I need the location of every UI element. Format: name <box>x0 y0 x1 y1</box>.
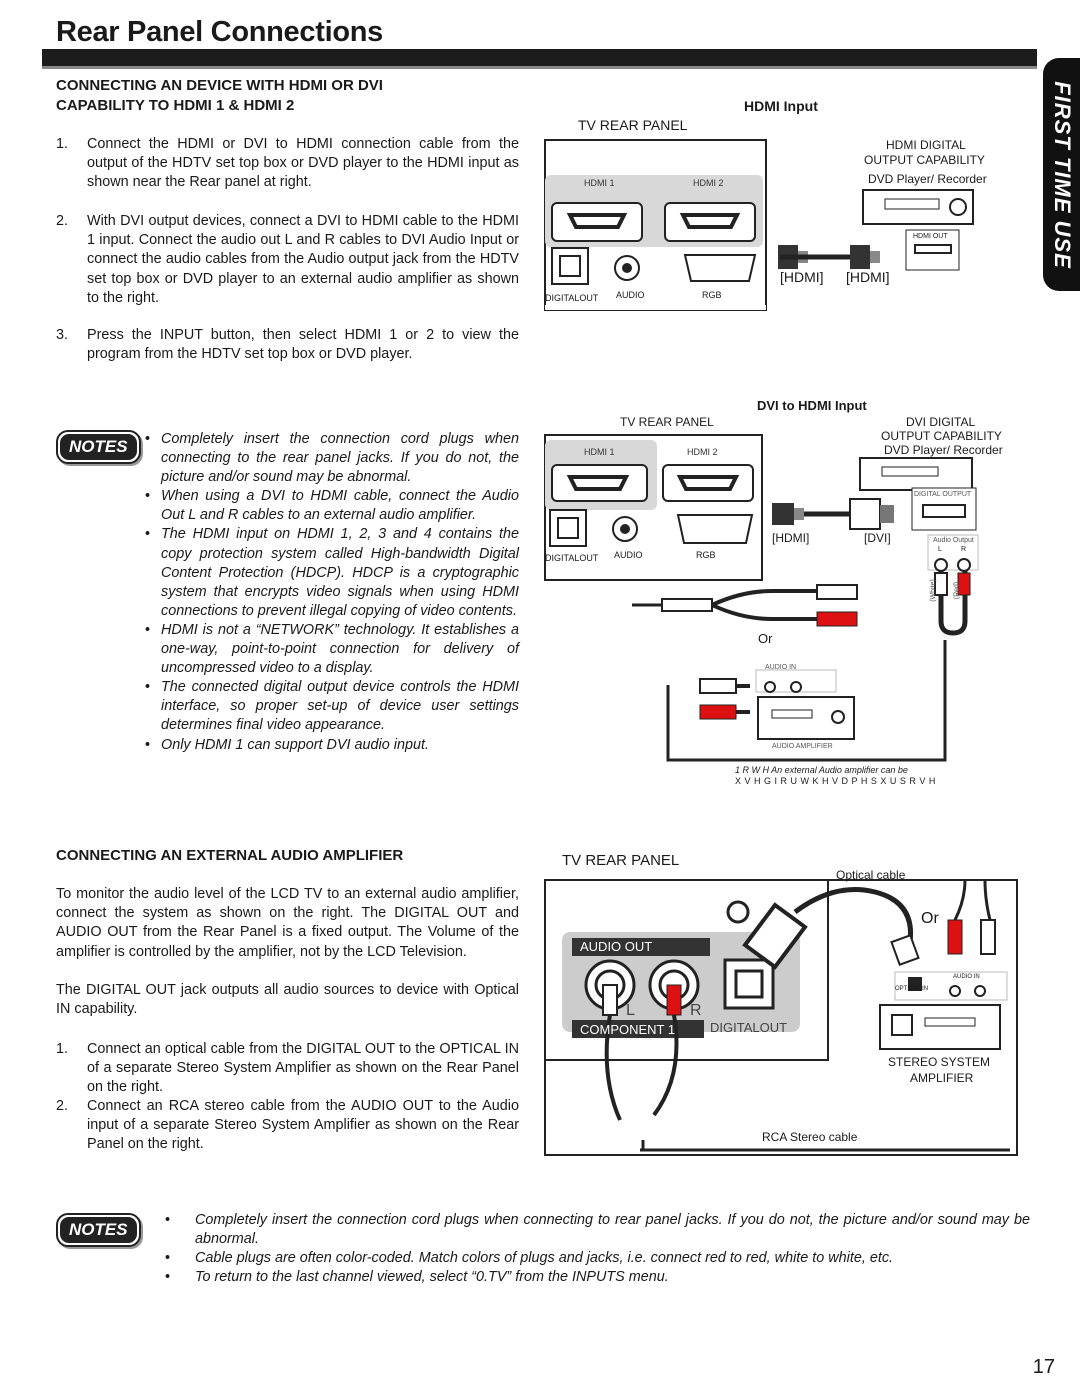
amp-note-line2: X V H G I R U W K H V D P H S X U S R V H <box>735 776 936 786</box>
hdmi1-label: HDMI 1 <box>584 178 615 188</box>
red-label: (Red) <box>953 581 961 600</box>
diagram-title: DVI to HDMI Input <box>757 398 867 413</box>
step-text: Connect an optical cable from the DIGITAL OUT to the OPTICAL IN of a separate Stereo System Amplifier as shown on the Rear Panel on the right. <box>87 1041 519 1096</box>
tv-rear-panel-label: TV REAR PANEL <box>562 852 680 869</box>
device-line2: OUTPUT CAPABILITY <box>864 153 985 167</box>
component-label: COMPONENT 1 <box>580 1022 676 1037</box>
tv-rear-panel-label: TV REAR PANEL <box>578 117 688 133</box>
device-line1: DVI DIGITAL <box>906 415 976 429</box>
audio-label: AUDIO <box>616 290 645 300</box>
note-item: • The HDMI input on HDMI 1, 2, 3 and 4 contains the copy protection system called High-bandwidth Digital Content Protection (HDCP). HDCP is a cryptographic system that encrypts video signals when using HDMI connections to prevent illegal copying of video contents. <box>145 525 519 620</box>
rgb-label: RGB <box>702 290 722 300</box>
audio-in-label: AUDIO IN <box>953 974 980 980</box>
hdmi2-label: HDMI 2 <box>687 447 718 457</box>
bottom-notes-list <box>165 1211 1030 1287</box>
note-item: • The connected digital output device controls the HDMI interface, so proper set-up of device user settings determines final video appearance. <box>145 678 519 735</box>
side-tab <box>1043 58 1080 291</box>
step-number: 1. <box>56 136 69 152</box>
or-label: Or <box>758 631 773 646</box>
stereo-line2: AMPLIFIER <box>910 1071 974 1085</box>
audio-in-label: AUDIO IN <box>765 664 797 671</box>
hdmi-diagram-graphic <box>540 95 980 315</box>
hdmi2-label: HDMI 2 <box>693 178 724 188</box>
note-item: • To return to the last channel viewed, select “0.TV” from the INPUTS menu. <box>165 1268 1030 1287</box>
note-item: • Completely insert the connection cord plugs when connecting to rear panel jacks. If you do not, the picture and/or sound may be abnormal. <box>165 1211 1030 1249</box>
hdmi-step-3 <box>56 326 519 366</box>
audio-amplifier-label: AUDIO AMPLIFIER <box>772 743 833 750</box>
rgb-label: RGB <box>696 550 716 560</box>
amp-para-1: To monitor the audio level of the LCD TV to an external audio amplifier, connect the system as shown on the right. The DIGITAL OUT and AUDIO OUT from the Rear Panel is a fixed output. The Volume of the amplifier is controlled by the amplifier, not by the LCD Television. <box>56 886 519 960</box>
step-number: 2. <box>56 213 69 229</box>
digital-out-label: DIGITALOUT <box>545 293 599 303</box>
diagram-title: HDMI Input <box>744 98 818 114</box>
audio-output-label: Audio Output <box>933 537 974 544</box>
amplifier-diagram <box>540 850 1020 1160</box>
hdmi-step-1 <box>56 135 519 193</box>
step-number: 3. <box>56 327 69 343</box>
device-line2: OUTPUT CAPABILITY <box>881 429 1002 443</box>
notes-badge: NOTES <box>56 430 141 464</box>
note-item: • When using a DVI to HDMI cable, connect the Audio Out L and R cables to an external audio amplifier. <box>145 487 519 525</box>
step-number: 1. <box>56 1041 69 1057</box>
plug-left-label: [HDMI] <box>772 531 810 545</box>
optical-in-label: OPTICAL IN <box>895 986 929 992</box>
hdmi-heading-line1: CONNECTING AN DEVICE WITH HDMI OR DVI <box>56 77 383 94</box>
white-label: (White) <box>929 579 937 602</box>
step-number: 2. <box>56 1098 69 1114</box>
r-label: R <box>690 1002 702 1019</box>
amp-step-2 <box>56 1097 519 1155</box>
amp-section-heading: CONNECTING AN EXTERNAL AUDIO AMPLIFIER <box>56 847 404 864</box>
device-line3: DVD Player/ Recorder <box>884 443 1003 457</box>
l-label: L <box>938 546 942 553</box>
note-item: • Cable plugs are often color-coded. Match colors of plugs and jacks, i.e. connect red to red, white to white, etc. <box>165 1249 1030 1268</box>
hdmi-notes-list <box>145 430 519 755</box>
step-text: Press the INPUT button, then select HDMI 1 or 2 to view the program from the HDTV set top box or DVD player. <box>87 327 519 363</box>
dvi-hdmi-diagram <box>540 395 1003 790</box>
device-line3: DVD Player/ Recorder <box>868 172 987 186</box>
tv-rear-panel-label: TV REAR PANEL <box>620 415 714 429</box>
device-line1: HDMI DIGITAL <box>886 138 966 152</box>
hdmi-input-diagram <box>540 95 987 315</box>
amp-diagram-graphic <box>540 850 1020 1160</box>
hdmi-heading-line2: CAPABILITY TO HDMI 1 & HDMI 2 <box>56 97 295 114</box>
bottom-notes-badge: NOTES <box>56 1213 141 1247</box>
amp-para-2: The DIGITAL OUT jack outputs all audio sources to device with Optical IN capability. <box>56 982 519 1018</box>
side-tab-label: FIRST TIME USE <box>1049 80 1075 269</box>
stereo-line1: STEREO SYSTEM <box>888 1055 991 1069</box>
plug-left-label: [HDMI] <box>780 269 824 285</box>
hdmi1-label: HDMI 1 <box>584 447 615 457</box>
optical-cable-label: Optical cable <box>836 868 906 882</box>
l-label: L <box>626 1002 635 1019</box>
page-title: Rear Panel Connections <box>56 16 383 48</box>
note-item: • Completely insert the connection cord plugs when connecting to the rear panel jacks. If you do not, the picture and/or sound may be abnormal. <box>145 430 519 487</box>
r-label: R <box>961 546 967 553</box>
audio-out-label: AUDIO OUT <box>580 939 653 954</box>
note-item: • Only HDMI 1 can support DVI audio input. <box>145 736 519 755</box>
digital-output-label: DIGITAL OUTPUT <box>914 491 972 498</box>
digital-out-label: DIGITALOUT <box>545 553 599 563</box>
amp-step-1 <box>56 1040 519 1098</box>
audio-label: AUDIO <box>614 550 643 560</box>
rca-cable-label: RCA Stereo cable <box>762 1130 858 1144</box>
step-text: Connect an RCA stereo cable from the AUDIO OUT to the Audio input of a separate Stereo System Amplifier as shown on the Rear Panel on the right. <box>87 1098 519 1153</box>
hdmi-step-2 <box>56 212 519 308</box>
digital-out-label: DIGITALOUT <box>710 1020 788 1035</box>
plug-right-label: [HDMI] <box>846 269 890 285</box>
page-number: 17 <box>1032 1356 1055 1378</box>
hdmi-section-heading <box>56 76 383 116</box>
step-text: Connect the HDMI or DVI to HDMI connection cable from the output of the HDTV set top box or DVD player to the HDMI input as shown near the Rear panel at right. <box>87 136 519 191</box>
note-item: • HDMI is not a “NETWORK” technology. It establishes a one-way, point-to-point connection for delivery of uncompressed video to a display. <box>145 621 519 678</box>
plug-right-label: [DVI] <box>864 531 891 545</box>
title-bar <box>42 49 1037 69</box>
amp-note-line1: 1 R W H An external Audio amplifier can be <box>735 765 908 775</box>
or-label: Or <box>921 910 939 927</box>
step-text: With DVI output devices, connect a DVI to HDMI cable to the HDMI 1 input. Connect the audio out L and R cables to DVI Audio Input or connect the audio cables from the Audio output jack from the HDTV set top box or DVD player to an external audio amplifier as shown to the right. <box>87 213 519 306</box>
hdmi-out-label: HDMI OUT <box>913 233 948 240</box>
